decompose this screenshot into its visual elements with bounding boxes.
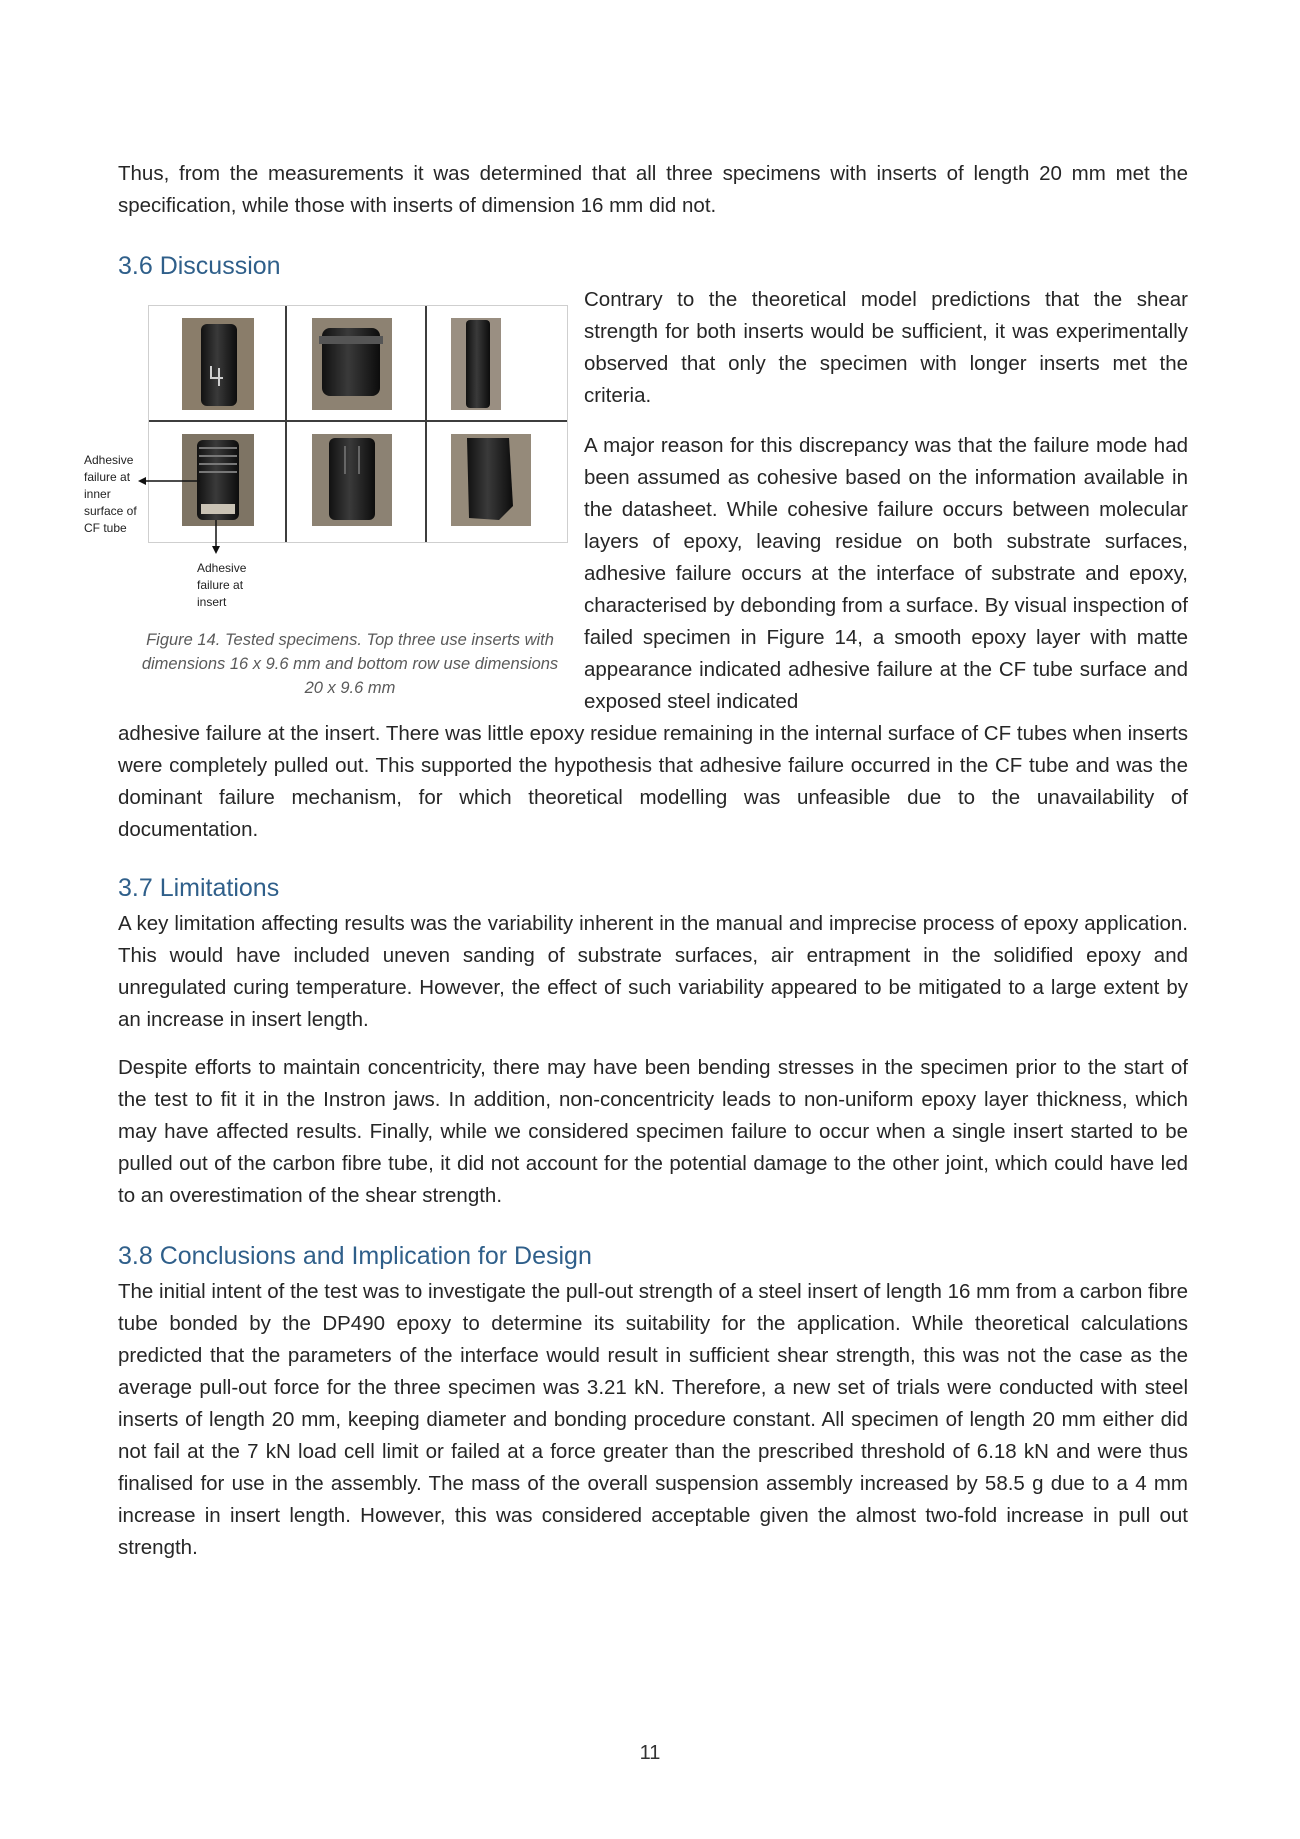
conclusions-paragraph: The initial intent of the test was to investigate the pull-out strength of a steel insert of length 16 mm from a carbon fibre tube bonded by the DP490 epoxy to determine its suitability for the application. While theoretical calculations predicted that the parameters of the interface would result in sufficient shear strength, this was not the case as the average pull-out force for the three specimen was 3.21 kN. Therefore, a new set of trials were conducted with steel inserts of length 20 mm, keeping diameter and bonding procedure constant. All specimen of length 20 mm either did not fail at the 7 kN load cell limit or failed at a force greater than the prescribed threshold of 6.18 kN and were thus finalised for use in the assembly. The mass of the overall suspension assembly increased by 58.5 g due to a 4 mm increase in insert length. However, this was considered acceptable given the almost two-fold increase in pull out strength.: [118, 1280, 1188, 1559]
annotation-adhesive-failure-insert: Adhesive failure at insert: [197, 561, 247, 609]
discussion-paragraph-2-wrapped: A major reason for this discrepancy was that the failure mode had been assumed as cohesive based on the information available in the datasheet. While cohesive failure occurs between molecular layers of epoxy, leaving residue on both substrate surfaces, adhesive failure occurs at the interface of substrate and epoxy, characterised by debonding from a surface. By visual inspection of failed specimen in Figure 14, a smooth epoxy layer with matte appearance indicated adhesive failure at the CF tube surface and exposed steel indicated: [584, 434, 1188, 713]
intro-paragraph: Thus, from the measurements it was determined that all three specimens with inserts of length 20 mm met the specification, while those with inserts of dimension 16 mm did not.: [118, 162, 1188, 217]
limitations-paragraph-2: Despite efforts to maintain concentricity, there may have been bending stresses in the specimen prior to the start of the test to fit it in the Instron jaws. In addition, non-concentricity leads to non-uniform epoxy layer thickness, which may have affected results. Finally, while we considered specimen failure to occur when a single insert started to be pulled out of the carbon fibre tube, it did not account for the potential damage to the other joint, which could have led to an overestimation of the shear strength.: [118, 1056, 1188, 1207]
figure-14-photo-grid: [148, 305, 568, 543]
figure-14-caption: Figure 14. Tested specimens. Top three use inserts with dimensions 16 x 9.6 mm and bottom row use dimensions 20 x 9.6 mm: [141, 631, 559, 697]
specimen-photos: [149, 306, 567, 542]
section-heading-conclusions: 3.8 Conclusions and Implication for Design: [118, 1242, 592, 1270]
page-number: 11: [639, 1742, 661, 1764]
discussion-paragraph-1: Contrary to the theoretical model predictions that the shear strength for both inserts would be sufficient, it was experimentally observed that only the specimen with longer inserts met the criteria.: [584, 288, 1188, 407]
section-heading-limitations: 3.7 Limitations: [118, 874, 280, 902]
annotation-adhesive-failure-cf-tube: Adhesive failure at inner surface of CF tube: [84, 453, 137, 535]
discussion-paragraph-2-continued: adhesive failure at the insert. There was little epoxy residue remaining in the internal surface of CF tubes when inserts were completely pulled out. This supported the hypothesis that adhesive failure occurred in the CF tube and was the dominant failure mechanism, for which theoretical modelling was unfeasible due to the unavailability of documentation.: [118, 722, 1188, 841]
limitations-paragraph-1: A key limitation affecting results was the variability inherent in the manual and imprecise process of epoxy application. This would have included uneven sanding of substrate surfaces, air entrapment in the solidified epoxy and unregulated curing temperature. However, the effect of such variability appeared to be mitigated to a large extent by an increase in insert length.: [118, 912, 1188, 1031]
section-heading-discussion: 3.6 Discussion: [118, 252, 281, 280]
